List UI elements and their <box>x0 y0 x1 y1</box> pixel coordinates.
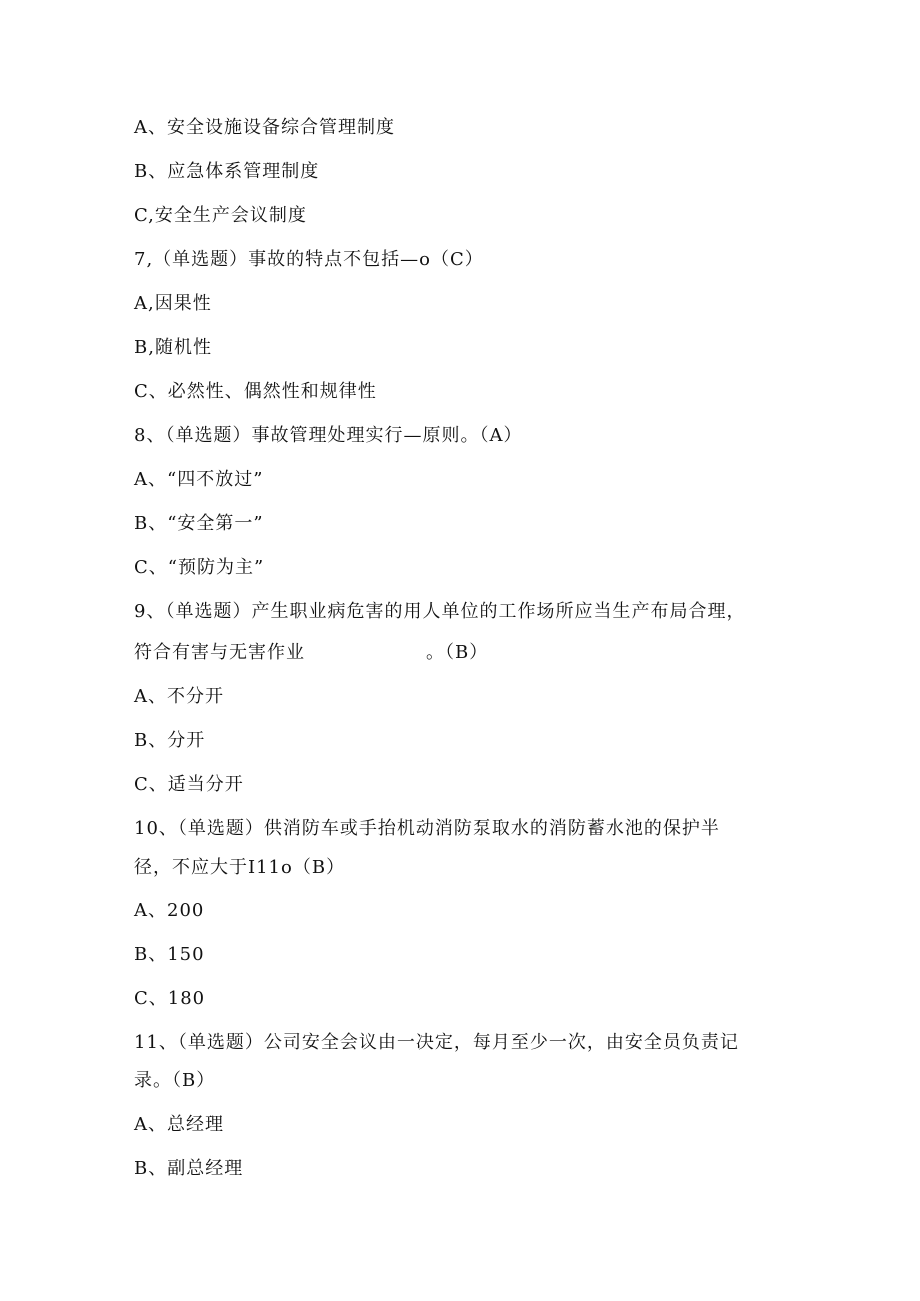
option-b-q7: B,随机性 <box>134 337 212 358</box>
option-a-q10: A、200 <box>134 900 205 921</box>
option-b-q8: B、“安全第一” <box>134 513 264 534</box>
question-8: 8、（单选题）事故管理处理实行—原则。（A） <box>134 425 523 446</box>
question-10-line-2: 径，不应大于I11o（B） <box>134 857 346 878</box>
question-11-line-1: 11、（单选题）公司安全会议由一决定，每月至少一次，由安全员负责记 <box>134 1032 739 1053</box>
option-b-q10: B、150 <box>134 944 205 965</box>
option-a-q8: A、“四不放过” <box>134 469 264 490</box>
question-9-line-1: 9、（单选题）产生职业病危害的用人单位的工作场所应当生产布局合理， <box>134 601 746 622</box>
option-c-q10: C、180 <box>134 988 206 1009</box>
option-b-q6: B、应急体系管理制度 <box>134 161 320 182</box>
option-a-q11: A、总经理 <box>134 1114 224 1135</box>
question-10-line-1: 10、（单选题）供消防车或手抬机动消防泵取水的消防蓄水池的保护半 <box>134 818 720 839</box>
option-c-q6: C,安全生产会议制度 <box>134 205 307 226</box>
option-c-q7: C、必然性、偶然性和规律性 <box>134 381 377 402</box>
question-7: 7,（单选题）事故的特点不包括—o（C） <box>134 249 484 270</box>
question-11-line-2: 录。（B） <box>134 1070 216 1091</box>
option-b-q11: B、副总经理 <box>134 1158 244 1179</box>
option-a-q9: A、不分开 <box>134 686 224 707</box>
option-c-q9: C、适当分开 <box>134 774 244 795</box>
option-c-q8: C、“预防为主” <box>134 557 265 578</box>
option-a-q7: A,因果性 <box>134 293 212 314</box>
option-b-q9: B、分开 <box>134 730 206 751</box>
question-9-line-2: 符合有害与无害作业 。（B） <box>134 642 489 663</box>
option-a-q6: A、安全设施设备综合管理制度 <box>134 117 395 138</box>
